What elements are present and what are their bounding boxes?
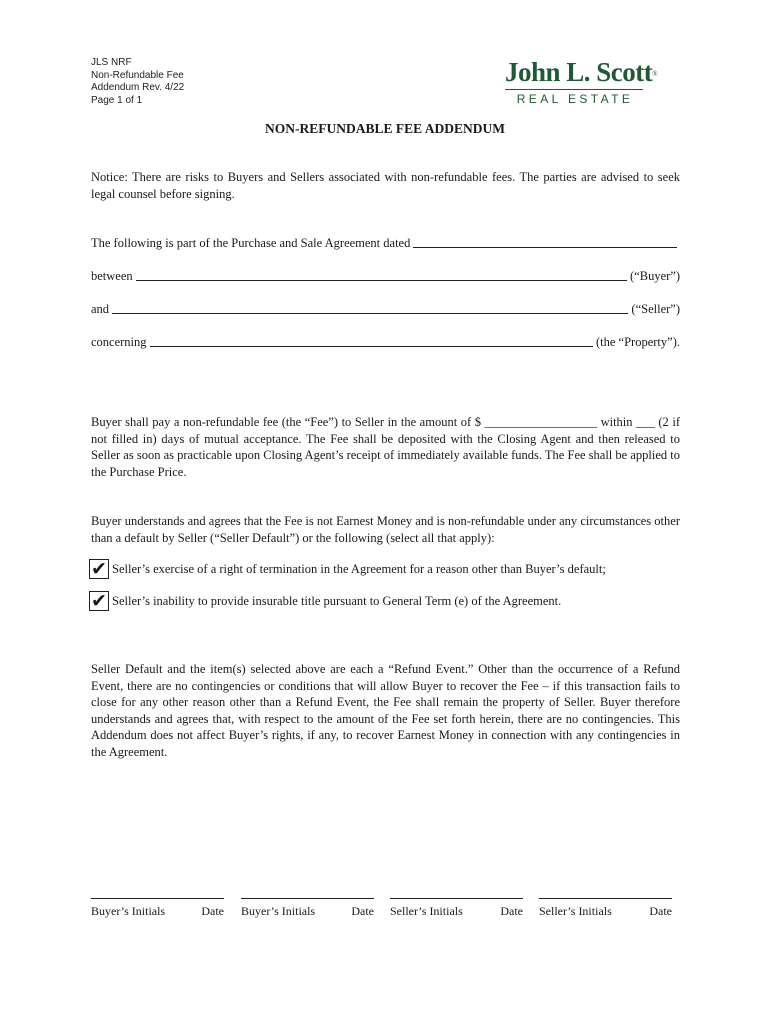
property-line (91, 334, 680, 350)
logo-divider (505, 89, 643, 90)
signature-line[interactable] (539, 898, 672, 899)
dated-label: The following is part of the Purchase and Sale Agreement dated (91, 236, 411, 250)
buyer-name-field[interactable] (136, 279, 627, 281)
agreement-date-line (91, 235, 680, 251)
fee-paragraph: Buyer shall pay a non-refundable fee (the “Fee”) to Seller in the amount of $ __________________ within ___ (2 if not filled in) days of mutual acceptance. The Fee shall be deposited with the Closing Agent and then released to Seller as soon as practicable upon Closing Agent’s receipt of immediately available funds. The Fee shall be applied to the Purchase Price. (91, 415, 680, 479)
property-field[interactable] (150, 345, 593, 347)
checkbox-termination[interactable] (89, 559, 109, 579)
checkmark-icon: ✔ (91, 558, 107, 580)
signature-date-label: Date (500, 904, 523, 918)
logo-tagline: REAL ESTATE (516, 92, 634, 106)
form-revision: Addendum Rev. 4/22 (91, 82, 185, 93)
buyer-line (91, 268, 680, 284)
page-number: Page 1 of 1 (91, 94, 143, 106)
document-title: NON-REFUNDABLE FEE ADDENDUM (264, 121, 505, 136)
signature-block-seller-1 (390, 898, 523, 919)
option-termination[interactable] (89, 559, 606, 579)
signature-label: Buyer’s Initials (241, 904, 316, 918)
concerning-label: concerning (91, 335, 147, 349)
signature-date-label: Date (649, 904, 672, 918)
logo-wordmark: John L. Scott® (505, 57, 658, 87)
signature-label: Seller’s Initials (390, 904, 463, 918)
signature-line[interactable] (241, 898, 374, 899)
form-name: Non-Refundable Fee (91, 69, 184, 81)
company-logo (505, 57, 658, 106)
seller-suffix: (“Seller”) (631, 302, 680, 316)
signature-label: Buyer’s Initials (91, 904, 166, 918)
form-code: JLS NRF (91, 57, 132, 68)
agreement-date-field[interactable] (413, 246, 677, 248)
signature-label: Seller’s Initials (539, 904, 612, 918)
property-suffix: (the “Property”). (596, 335, 680, 349)
buyer-suffix: (“Buyer”) (630, 269, 680, 283)
signature-block-buyer-1 (91, 898, 224, 919)
and-label: and (91, 302, 110, 316)
signature-block-buyer-2 (241, 898, 374, 919)
checkbox-title[interactable] (89, 591, 109, 611)
notice-paragraph: Notice: There are risks to Buyers and Sellers associated with non-refundable fees. The parties are advised to seek legal counsel before signing. (91, 170, 680, 201)
signature-date-label: Date (351, 904, 374, 918)
option-title[interactable] (89, 591, 561, 611)
checkmark-icon: ✔ (91, 590, 107, 612)
understands-paragraph: Buyer understands and agrees that the Fee is not Earnest Money and is non-refundable under any circumstances other than a default by Seller (“Seller Default”) or the following (select all that apply): (91, 514, 680, 545)
between-label: between (91, 269, 133, 283)
signature-block-seller-2 (539, 898, 672, 919)
seller-name-field[interactable] (112, 312, 628, 314)
option-title-label: Seller’s inability to provide insurable title pursuant to General Term (e) of the Agreement. (112, 594, 562, 608)
form-header (91, 57, 184, 107)
refund-paragraph: Seller Default and the item(s) selected above are each a “Refund Event.” Other than the occurrence of a Refund Event, there are no contingencies or conditions that will allow Buyer to recover the Fee – if this transaction fails to close for any other reason other than a Refund Event, the Fee shall remain the property of Seller. Buyer therefore understands and agrees that, with respect to the amount of the Fee set forth herein, there are no contingencies. This Addendum does not affect Buyer’s rights, if any, to recover Earnest Money in connection with any contingencies in the Agreement. (91, 662, 680, 759)
signature-line[interactable] (390, 898, 523, 899)
signature-date-label: Date (201, 904, 224, 918)
seller-line (91, 301, 680, 317)
signature-line[interactable] (91, 898, 224, 899)
option-termination-label: Seller’s exercise of a right of termination in the Agreement for a reason other than Buyer’s default; (112, 562, 606, 576)
trademark-symbol: ® (652, 70, 658, 78)
